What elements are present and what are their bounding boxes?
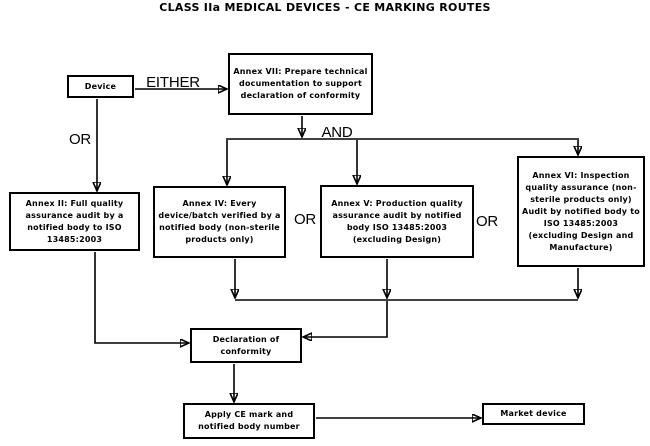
diagram-title: CLASS IIa MEDICAL DEVICES - CE MARKING ROUTES — [159, 1, 491, 14]
apply-ce-mark-box: Apply CE mark and notified body number — [183, 403, 315, 439]
edge-annexii-to-declaration — [95, 252, 189, 343]
annex-ii-box: Annex II: Full quality assurance audit by a notified body to ISO 13485:2003 — [9, 192, 140, 251]
device-box: Device — [67, 75, 134, 98]
or-label-between-annexiv-annexv: OR — [293, 211, 317, 228]
annex-v-box: Annex V: Production quality assurance audit by notified body ISO 13485:2003 (excluding Design) — [320, 185, 474, 258]
either-label: EITHER — [146, 74, 200, 91]
and-label: AND — [321, 124, 353, 141]
annex-vii-box: Annex VII: Prepare technical documentation to support declaration of conformity — [228, 53, 373, 115]
declaration-of-conformity-box: Declaration of conformity — [190, 328, 302, 363]
or-label-between-annexv-annexvi: OR — [475, 213, 499, 230]
market-device-box: Market device — [482, 403, 585, 425]
edge-collector-to-declaration — [303, 301, 387, 337]
annex-iv-box: Annex IV: Every device/batch verified by a notified body (non-sterile products only) — [153, 186, 286, 258]
or-label-device-branch: OR — [68, 131, 92, 148]
annex-vi-box: Annex VI: Inspection quality assurance (non-sterile products only) Audit by notified body to ISO 13485:2003 (excluding Design and Manufacture) — [517, 156, 645, 267]
